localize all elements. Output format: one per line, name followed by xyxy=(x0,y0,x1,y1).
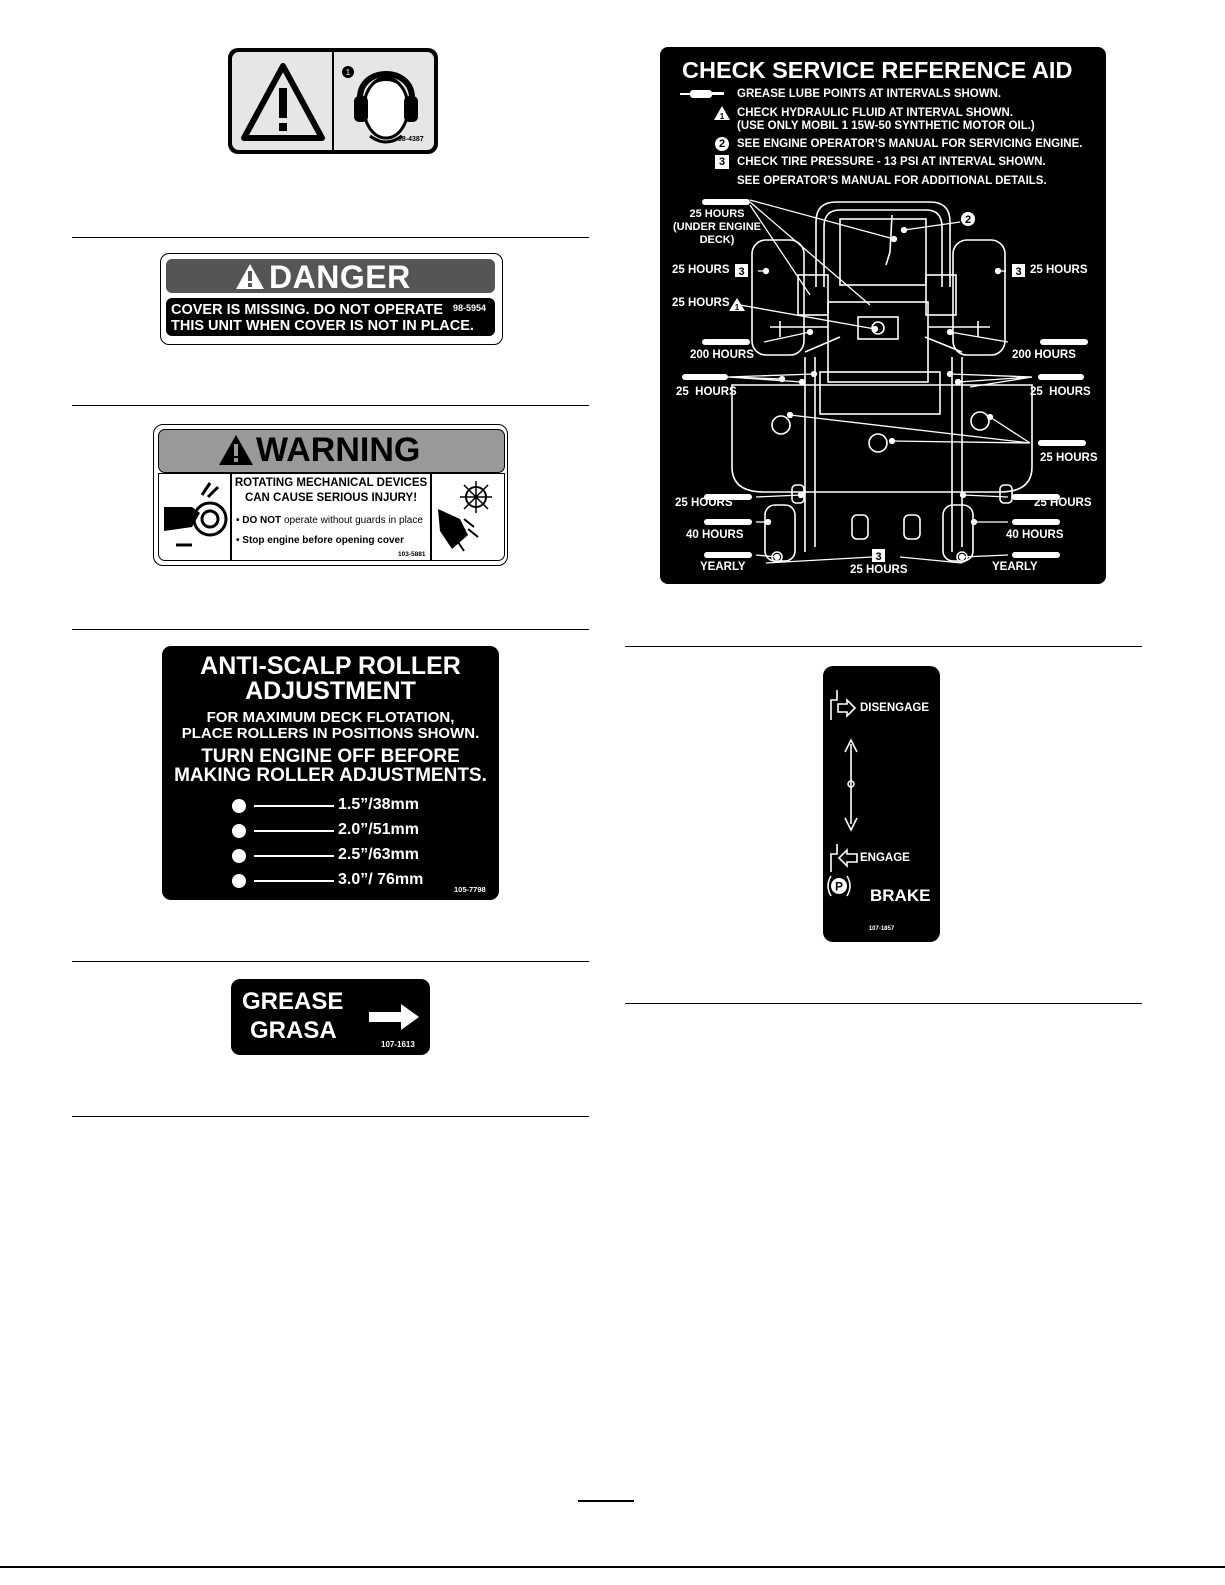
decal-danger xyxy=(160,253,503,345)
svg-text:1: 1 xyxy=(734,303,740,312)
warning-line-1: ROTATING MECHANICAL DEVICES xyxy=(234,477,428,489)
part-number: 107-1857 xyxy=(868,926,895,932)
decal-service-reference: CHECK SERVICE REFERENCE AID GREASE LUBE POINTS AT INTERVALS SHOWN. 1 CHECK HYDRAULIC FLUID AT INTERVAL SHOWN. (USE ONLY MOBIL 1 15W-50 SYNTHETIC MOTOR OIL.) 2 SEE ENGINE OPERATOR’S MANUAL FOR SERVICING ENGINE. 3 CHECK TIRE PRESSURE - 13 PSI AT INTERVAL SHOWN. SEE OPERATOR’S MANUAL FOR ADDITIONAL DETAILS. 2 3 3 1 3 25 HOURS (UNDER ENGINE DECK) 25 HOURS 25 HOURS 25 HOURS 200 HOURS 200 HOURS 25 HOURS 25 HOURS 25 HOURS 25 HOURS 25 HOURS 40 HOURS 40 HOURS YEARLY YEARLY 25 HOURS xyxy=(660,47,1106,584)
decal-anti-scalp xyxy=(162,646,499,900)
cover-hazard-icon xyxy=(434,479,500,555)
arrow-right-icon xyxy=(367,1003,421,1031)
disengage-label: DISENGAGE xyxy=(860,702,930,714)
page-number-rule xyxy=(578,1500,634,1502)
svg-text:1: 1 xyxy=(719,112,725,120)
divider xyxy=(72,237,589,238)
roller-dot-icon xyxy=(232,799,246,813)
warning-bullet-2: • Stop engine before opening cover xyxy=(236,535,404,546)
divider xyxy=(625,646,1142,647)
part-number: 107-1613 xyxy=(381,1040,415,1049)
roller-position-row: 3.0”/ 76mm xyxy=(232,871,472,891)
service-title: CHECK SERVICE REFERENCE AID xyxy=(682,57,1073,83)
alert-triangle-icon xyxy=(218,434,254,466)
roller-position-row: 2.0”/51mm xyxy=(232,821,472,841)
part-number: 103-5881 xyxy=(398,551,426,558)
divider xyxy=(72,629,589,630)
brake-label: BRAKE xyxy=(870,886,931,905)
decal-hearing-protection xyxy=(228,48,438,154)
decal-grease xyxy=(231,979,430,1055)
svg-text:P: P xyxy=(834,879,844,894)
svg-text:3: 3 xyxy=(875,551,882,563)
anti-scalp-title-2: ADJUSTMENT xyxy=(245,677,416,705)
grease-line-2: GRASA xyxy=(250,1017,337,1044)
divider xyxy=(72,405,589,406)
anti-scalp-warn-2: MAKING ROLLER ADJUSTMENTS. xyxy=(174,765,487,786)
roller-position-row: 1.5”/38mm xyxy=(232,796,472,816)
roller-dot-icon xyxy=(232,874,246,888)
decal-brake xyxy=(823,666,940,942)
anti-scalp-sub-2: PLACE ROLLERS IN POSITIONS SHOWN. xyxy=(181,725,480,742)
footer-rule xyxy=(0,1566,1225,1568)
svg-text:2: 2 xyxy=(964,214,972,226)
hand-roller-icon xyxy=(162,479,228,555)
danger-line-1: COVER IS MISSING. DO NOT OPERATE xyxy=(171,302,444,318)
svg-text:3: 3 xyxy=(1015,266,1022,278)
warning-line-2: CAN CAUSE SERIOUS INJURY! xyxy=(244,492,418,504)
anti-scalp-warn-1: TURN ENGINE OFF BEFORE xyxy=(201,746,460,767)
roller-dot-icon xyxy=(232,824,246,838)
divider xyxy=(72,961,589,962)
box-3-icon: 3 xyxy=(715,155,729,169)
roller-dot-icon xyxy=(232,849,246,863)
danger-heading: DANGER xyxy=(269,259,411,295)
part-number: 105-7798 xyxy=(454,885,486,894)
circle-2-icon: 2 xyxy=(715,137,729,151)
part-number: 98-5954 xyxy=(453,303,487,313)
svg-text:3: 3 xyxy=(738,266,745,278)
warning-heading: WARNING xyxy=(256,431,421,469)
decal-warning xyxy=(153,424,508,566)
roller-position-row: 2.5”/63mm xyxy=(232,846,472,866)
engage-label: ENGAGE xyxy=(860,852,910,864)
svg-text:1: 1 xyxy=(345,68,351,77)
anti-scalp-title-1: ANTI-SCALP ROLLER xyxy=(200,652,461,680)
part-number: 98-4387 xyxy=(398,136,424,143)
divider xyxy=(625,1003,1142,1004)
anti-scalp-sub-1: FOR MAXIMUM DECK FLOTATION, xyxy=(206,709,455,726)
grease-line-1: GREASE xyxy=(242,988,344,1015)
divider xyxy=(72,1116,589,1117)
danger-line-2: THIS UNIT WHEN COVER IS NOT IN PLACE. xyxy=(171,318,474,334)
warning-bullet-1: • DO NOT operate without guards in place xyxy=(236,515,423,526)
alert-triangle-icon xyxy=(235,263,265,290)
warning-triangle-icon xyxy=(240,62,326,142)
